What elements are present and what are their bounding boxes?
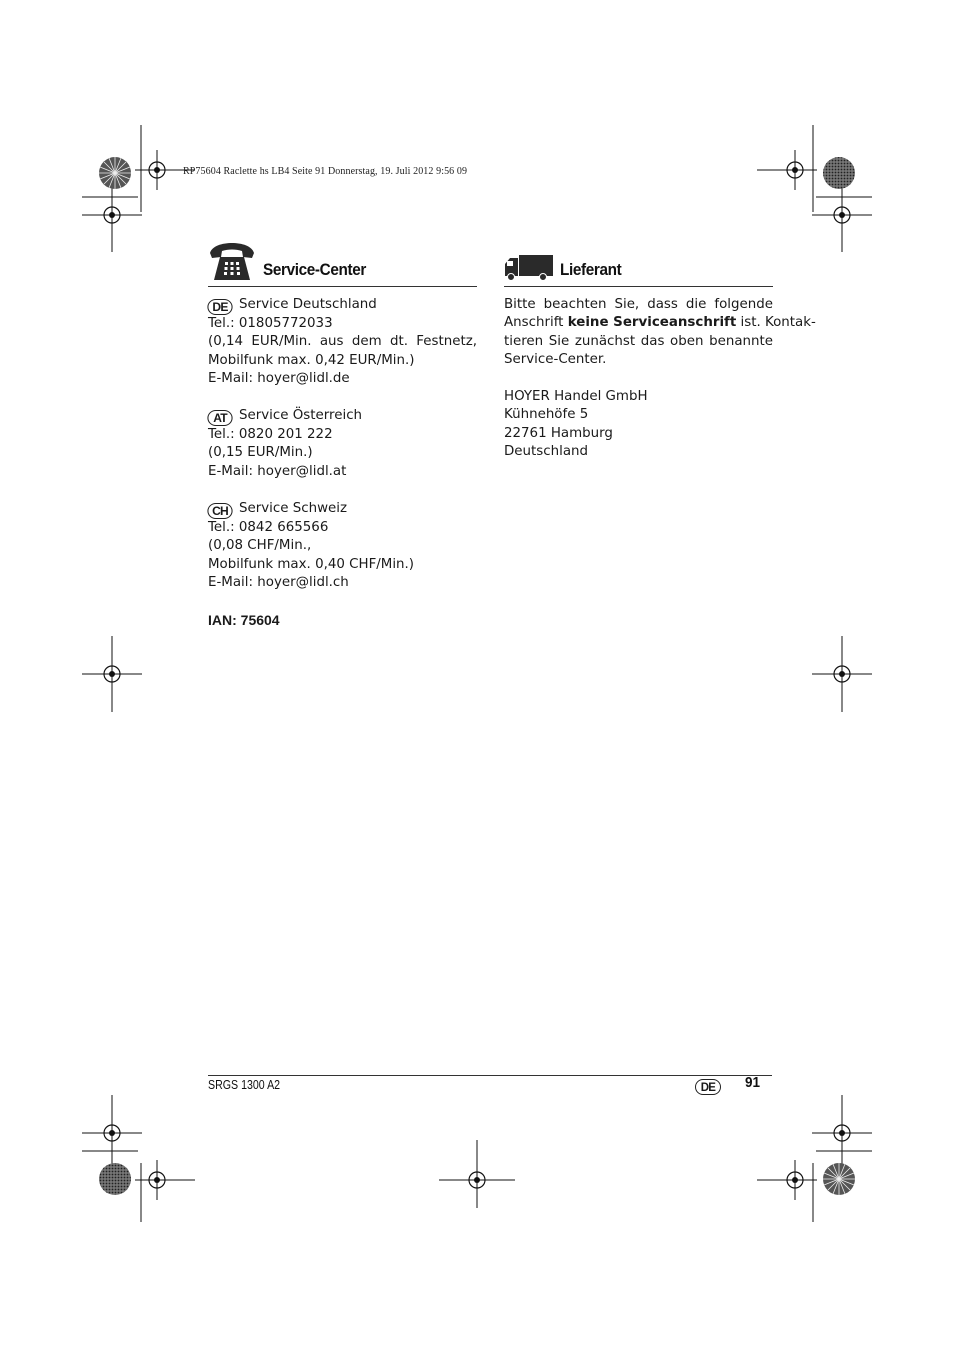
footer-language-badge: DE [695, 1079, 721, 1095]
supplier-note-text: Anschrift [504, 315, 568, 331]
address-country: Deutschland [504, 444, 589, 460]
telephone-icon [208, 242, 256, 282]
supplier-note-line: Bitte beachten Sie, dass die folgende [504, 297, 773, 312]
service-email: E-Mail: hoyer@lidl.ch [208, 574, 349, 590]
country-badge-ch: CH [207, 503, 232, 519]
service-email: E-Mail: hoyer@lidl.de [208, 370, 350, 386]
service-center-section [208, 236, 477, 630]
supplier-title: Lieferant [560, 260, 622, 279]
service-name: Service Schweiz [239, 501, 348, 517]
supplier-note-line: Service-Center. [504, 351, 607, 367]
service-rate-mobile: Mobilfunk max. 0,40 CHF/Min.) [208, 556, 415, 572]
address-company: HOYER Handel GmbH [504, 389, 648, 405]
service-rate: (0,14 EUR/Min. aus dem dt. Festnetz, [208, 334, 477, 350]
supplier-note-text: ist. Kontak- [736, 315, 816, 331]
service-rate-mobile: Mobilfunk max. 0,42 EUR/Min.) [208, 352, 415, 368]
service-tel: Tel.: 01805772033 [208, 316, 333, 331]
address-city: 22761 Hamburg [504, 425, 613, 441]
service-email: E-Mail: hoyer@lidl.at [208, 463, 347, 479]
service-block-at [208, 407, 477, 481]
supplier-body [504, 296, 816, 461]
footer-divider [208, 1075, 772, 1076]
service-name: Service Deutschland [239, 297, 377, 312]
service-rate: (0,15 EUR/Min.) [208, 445, 313, 461]
print-slug: RP75604 Raclette hs LB4 Seite 91 Donnerstag, 19. Juli 2012 9:56 09 [183, 166, 468, 177]
address-street: Kühnehöfe 5 [504, 407, 589, 423]
service-block-ch [208, 500, 477, 592]
supplier-address [504, 388, 773, 461]
supplier-note-emphasis: keine Serviceanschrift [567, 315, 737, 331]
supplier-note-line [504, 314, 816, 332]
ian-number: IAN: 75604 [208, 612, 280, 629]
supplier-section [504, 236, 816, 461]
service-center-heading [208, 236, 477, 287]
supplier-heading [504, 236, 773, 287]
service-tel: Tel.: 0820 201 222 [208, 427, 333, 443]
service-center-title: Service-Center [263, 260, 366, 279]
supplier-note-line: tieren Sie zunächst das oben benannte [504, 333, 773, 349]
service-tel: Tel.: 0842 665566 [208, 520, 329, 536]
service-name: Service Österreich [239, 408, 363, 424]
service-blocks [208, 296, 477, 630]
country-badge-at: AT [207, 410, 232, 426]
footer-model: SRGS 1300 A2 [208, 1078, 281, 1092]
service-block-de [208, 296, 477, 388]
delivery-truck-icon [504, 254, 554, 282]
page-number: 91 [745, 1074, 761, 1091]
country-badge-de: DE [207, 299, 232, 315]
service-rate: (0,08 CHF/Min., [208, 538, 312, 554]
